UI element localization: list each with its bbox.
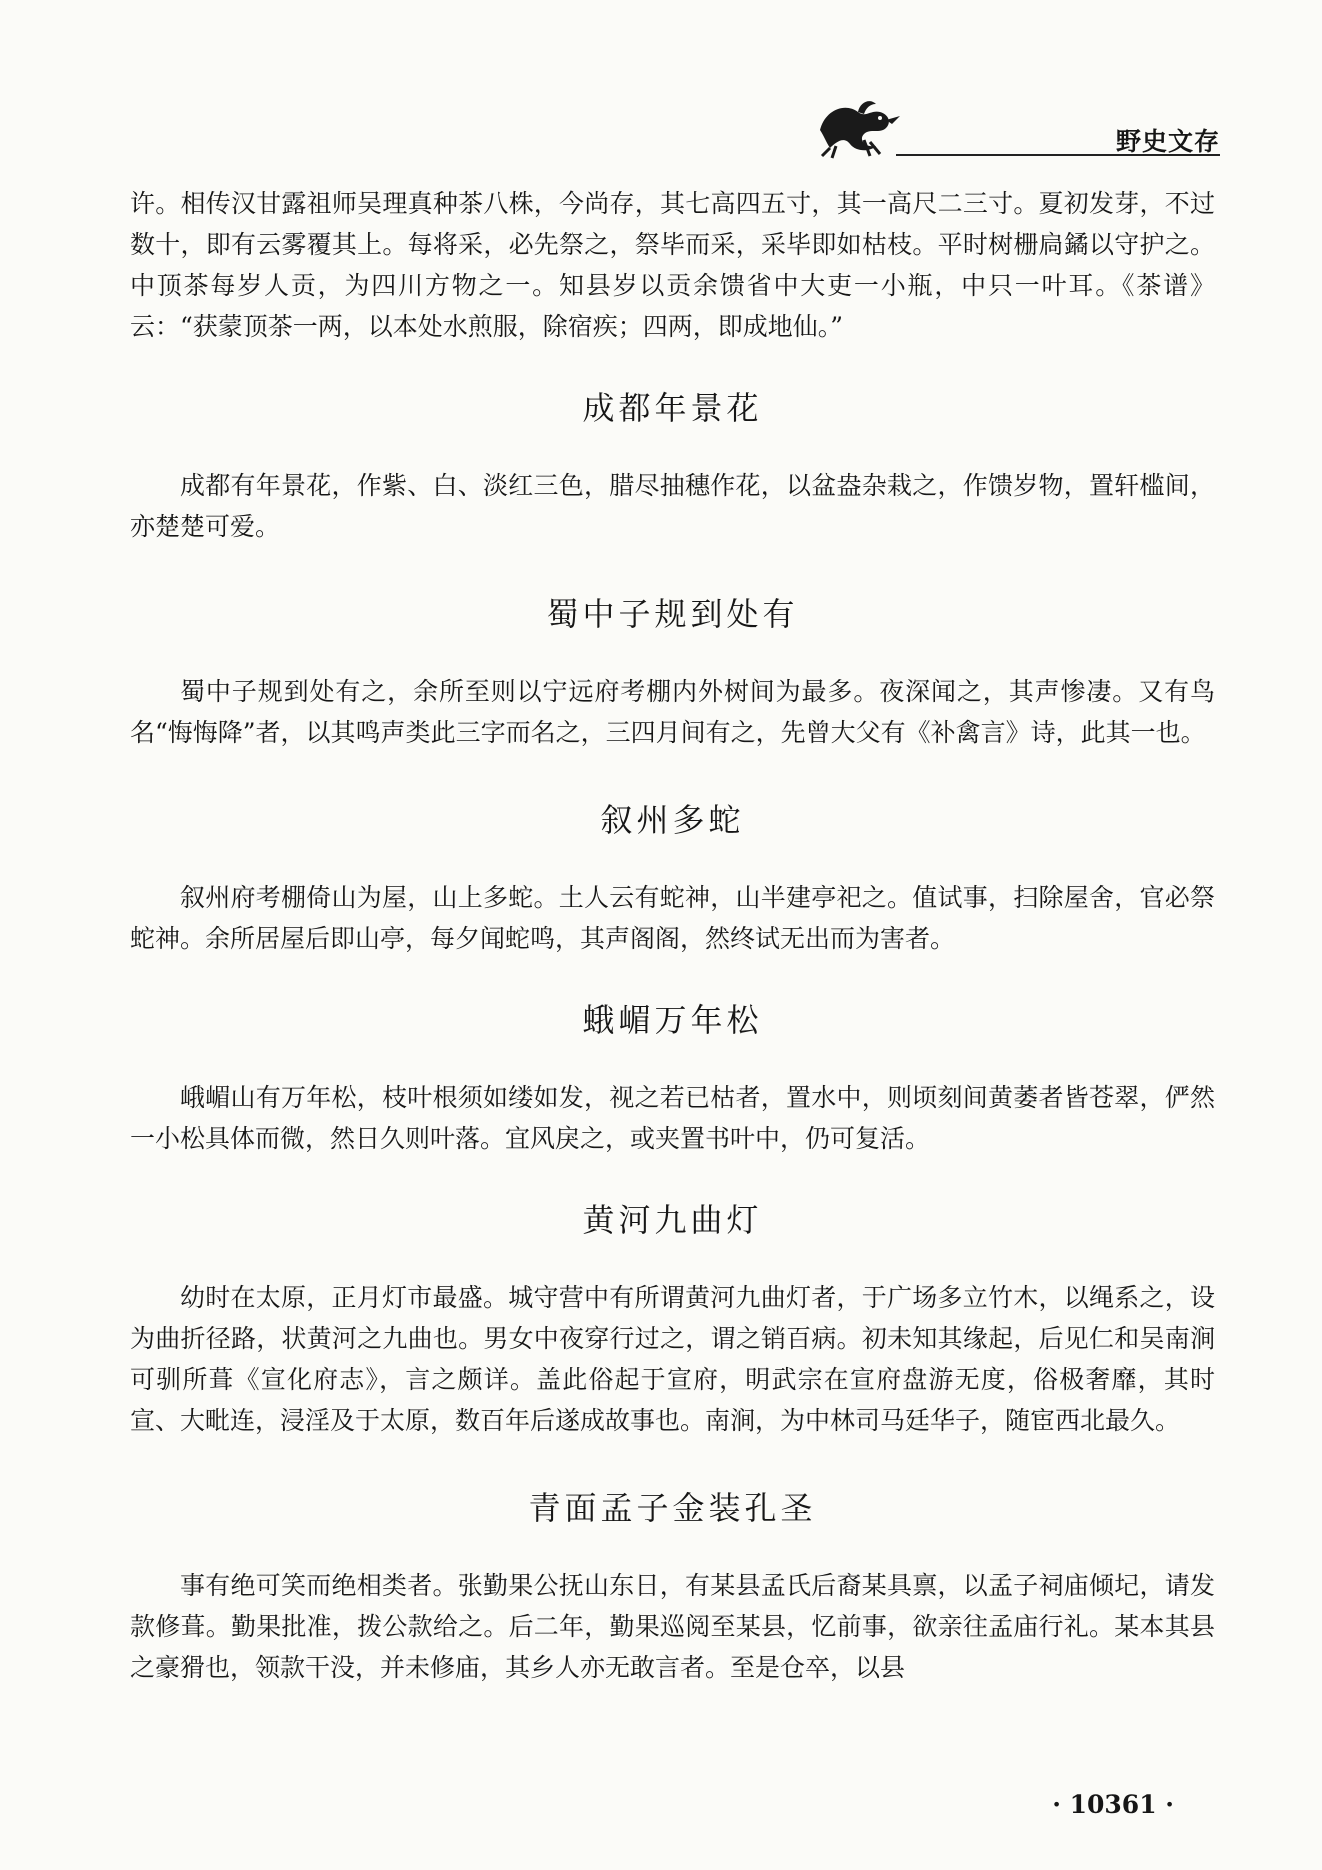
header-rule <box>896 154 1220 156</box>
section-title: 蛾嵋万年松 <box>582 1001 763 1039</box>
page-header <box>800 90 1220 162</box>
page-number: · 10361 · <box>1052 1790 1174 1819</box>
section-title: 叙州多蛇 <box>600 801 745 839</box>
section-text: 叙州府考棚倚山为屋，山上多蛇。土人云有蛇神，山半建亭祀之。值试事，扫除屋舍，官必祭蛇神。余所居屋后即山亭，每夕闻蛇鸣，其声阁阁，然终试无出而为害者。 <box>130 883 1215 953</box>
section-text: 幼时在太原，正月灯市最盛。城守营中有所谓黄河九曲灯者，于广场多立竹木，以绳系之，设为曲折径路，状黄河之九曲也。男女中夜穿行过之，谓之销百病。初未知其缘起，后见仁和吴南涧可驯所葺《宣化府志》，言之颇详。盖此俗起于宣府，明武宗在宣府盘游无度，俗极奢靡，其时宣、大毗连，浸淫及于太原，数百年后遂成故事也。南涧，为中林司马廷华子，随宦西北最久。 <box>130 1283 1215 1435</box>
dragon-emblem-icon <box>800 90 910 160</box>
section-text: 峨嵋山有万年松，枝叶根须如缕如发，视之若已枯者，置水中，则顷刻间黄萎者皆苍翠，俨然一小松具体而微，然日久则叶落。宜风戾之，或夹置书叶中，仍可复活。 <box>130 1083 1215 1153</box>
section-title: 成都年景花 <box>582 389 763 427</box>
page-body <box>130 183 1215 1688</box>
section-title: 黄河九曲灯 <box>582 1201 763 1239</box>
section-text: 蜀中子规到处有之，余所至则以宁远府考棚内外树间为最多。夜深闻之，其声惨凄。又有鸟名“悔悔降”者，以其鸣声类此三字而名之，三四月间有之，先曾大父有《补禽言》诗，此其一也。 <box>130 677 1215 747</box>
section-title: 青面孟子金装孔圣 <box>528 1489 817 1527</box>
section-text: 成都有年景花，作紫、白、淡红三色，腊尽抽穗作花，以盆盎杂栽之，作馈岁物，置轩槛间，亦楚楚可爱。 <box>130 471 1215 541</box>
section-title: 蜀中子规到处有 <box>546 595 799 633</box>
series-title: 野史文存 <box>1115 127 1220 156</box>
section-text: 事有绝可笑而绝相类者。张勤果公抚山东日，有某县孟氏后裔某具禀，以孟子祠庙倾圮，请发款修葺。勤果批准，拨公款给之。后二年，勤果巡阅至某县，忆前事，欲亲往孟庙行礼。某本其县之豪猾也，领款干没，并未修庙，其乡人亦无敢言者。至是仓卒，以县 <box>130 1571 1215 1682</box>
intro-paragraph: 许。相传汉甘露祖师吴理真种茶八株，今尚存，其七高四五寸，其一高尺二三寸。夏初发芽，不过数十，即有云雾覆其上。每将采，必先祭之，祭毕而采，采毕即如枯枝。平时树栅扃鐍以守护之。中顶茶每岁人贡，为四川方物之一。知县岁以贡余馈省中大吏一小瓶，中只一叶耳。《茶谱》云：“获蒙顶茶一两，以本处水煎服，除宿疾；四两，即成地仙。” <box>130 189 1215 341</box>
